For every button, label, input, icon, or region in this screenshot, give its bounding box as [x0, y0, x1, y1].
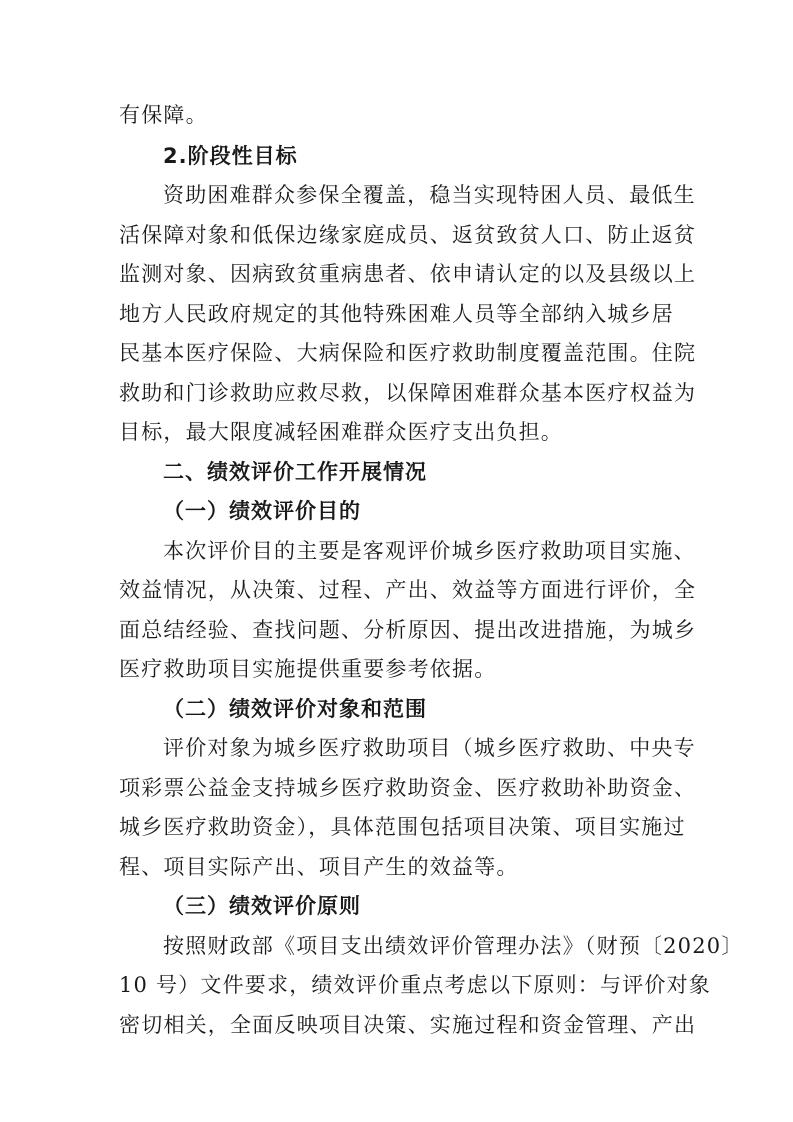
body-text-line: 项彩票公益金支持城乡医疗救助资金、医疗救助补助资金、	[119, 776, 697, 800]
paragraph-first-line: 按照财政部《项目支出绩效评价管理办法》（财预〔2020〕	[163, 934, 744, 958]
body-text-line: 程、项目实际产出、项目产生的效益等。	[119, 855, 519, 879]
subsection-heading: （三）绩效评价原则	[163, 894, 361, 918]
subsection-heading: 2.阶段性目标	[163, 144, 298, 168]
paragraph-first-line: 本次评价目的主要是客观评价城乡医疗救助项目实施、	[163, 539, 696, 563]
subsection-heading: （一）绩效评价目的	[163, 499, 361, 523]
body-text-line: 目标，最大限度减轻困难群众医疗支出负担。	[119, 420, 563, 444]
body-text-line: 监测对象、因病致贫重病患者、依申请认定的以及县级以上	[119, 262, 697, 286]
body-text-line: 民基本医疗保险、大病保险和医疗救助制度覆盖范围。住院	[119, 341, 697, 365]
body-text-line: 救助和门诊救助应救尽救，以保障困难群众基本医疗权益为	[119, 381, 697, 405]
body-text-line: 密切相关，全面反映项目决策、实施过程和资金管理、产出	[119, 1013, 697, 1037]
body-text-line: 地方人民政府规定的其他特殊困难人员等全部纳入城乡居	[119, 302, 674, 326]
section-heading: 二、绩效评价工作开展情况	[163, 460, 427, 484]
body-text-line: 面总结经验、查找问题、分析原因、提出改进措施，为城乡	[119, 618, 697, 642]
paragraph-first-line: 评价对象为城乡医疗救助项目（城乡医疗救助、中央专	[163, 736, 696, 760]
body-text-line: 城乡医疗救助资金），具体范围包括项目决策、项目实施过	[119, 815, 686, 839]
paragraph-first-line: 资助困难群众参保全覆盖，稳当实现特困人员、最低生	[163, 183, 696, 207]
subsection-heading: （二）绩效评价对象和范围	[163, 697, 427, 721]
body-text-line: 10 号）文件要求，绩效评价重点考虑以下原则：与评价对象	[119, 973, 711, 997]
body-text-line: 有保障。	[119, 103, 208, 127]
body-text-line: 医疗救助项目实施提供重要参考依据。	[119, 657, 497, 681]
body-text-line: 活保障对象和低保边缘家庭成员、返贫致贫人口、防止返贫	[119, 223, 697, 247]
body-text-line: 效益情况，从决策、过程、产出、效益等方面进行评价，全	[119, 578, 697, 602]
